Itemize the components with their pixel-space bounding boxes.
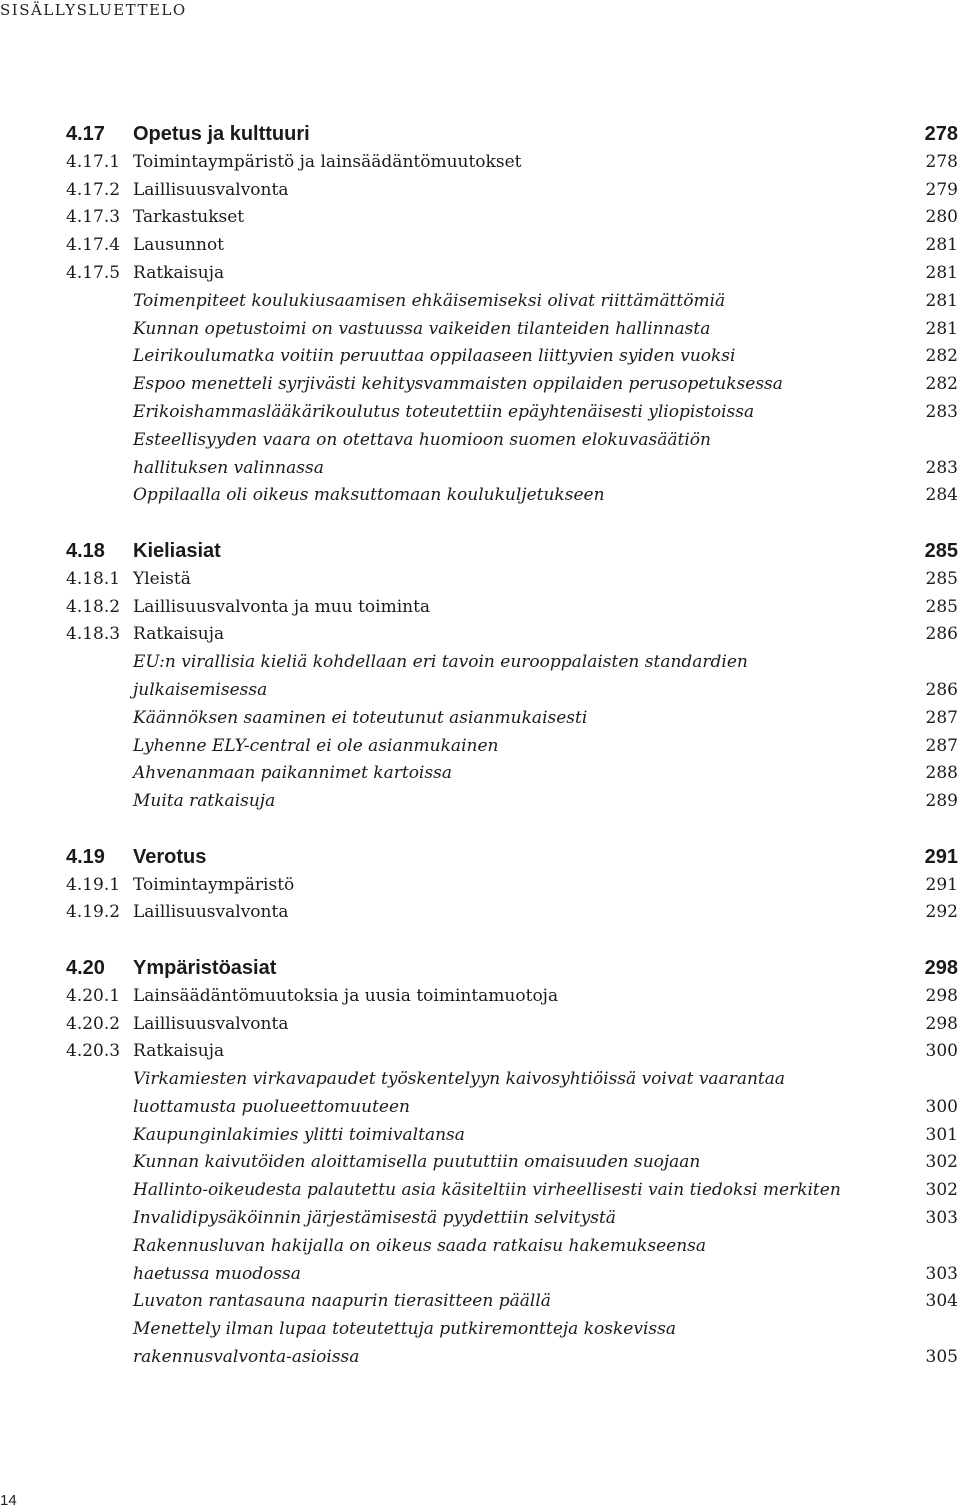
toc-entry-title: Tarkastukset xyxy=(133,207,245,228)
toc-entry-page: 288 xyxy=(925,763,958,784)
toc-entry-page: 287 xyxy=(925,707,958,728)
toc-entry-title: Luvaton rantasauna naapurin tierasitteen päällä xyxy=(133,1291,551,1312)
toc-subsection-entry[interactable] xyxy=(66,594,958,622)
toc-entry-number: 4.17.5 xyxy=(66,262,121,283)
toc-entry-number: 4.20.2 xyxy=(66,1013,121,1034)
toc-entry-title: Espoo menetteli syrjivästi kehitysvammaisten oppilaiden perusopetuksessa xyxy=(133,374,783,395)
toc-entry-page: 281 xyxy=(925,235,958,256)
toc-subsection-entry[interactable] xyxy=(66,149,958,177)
toc-decision-entry[interactable] xyxy=(66,1233,958,1261)
toc-section-page: 278 xyxy=(924,123,958,145)
toc-entry-title: Ahvenanmaan paikannimet kartoissa xyxy=(133,763,452,784)
toc-entry-title: Laillisuusvalvonta xyxy=(133,1013,289,1034)
toc-entry-page: 282 xyxy=(925,346,958,367)
toc-section xyxy=(66,844,958,927)
toc-decision-entry[interactable] xyxy=(66,1149,958,1177)
toc-decision-entry[interactable] xyxy=(66,760,958,788)
toc-subsection-entry[interactable] xyxy=(66,872,958,900)
toc-decision-entry[interactable] xyxy=(66,1288,958,1316)
toc-entry-page: 300 xyxy=(925,1041,958,1062)
toc-entry-title: Ratkaisuja xyxy=(133,624,225,645)
toc-entry-number: 4.17.1 xyxy=(66,151,121,172)
toc-subsection-entry[interactable] xyxy=(66,177,958,205)
toc-section-title: Kieliasiat xyxy=(133,539,221,562)
toc-section-page: 298 xyxy=(924,956,958,979)
toc-entry-title: Ratkaisuja xyxy=(133,262,225,283)
toc-entry-title: EU:n virallisia kieliä kohdellaan eri tavoin eurooppalaisten standardien xyxy=(133,652,748,673)
toc-entry-title: luottamusta puolueettomuuteen xyxy=(133,1096,410,1117)
toc-entry-number: 4.18.3 xyxy=(66,624,121,645)
toc-entry-title: Invalidipysäköinnin järjestämisestä pyydettiin selvitystä xyxy=(133,1208,616,1229)
toc-entry-title: Toimintaympäristö ja lainsäädäntömuutokset xyxy=(133,151,522,172)
toc-entry-number: 4.20.1 xyxy=(66,985,121,1006)
toc-entry-page: 305 xyxy=(925,1347,958,1368)
table-of-contents xyxy=(66,121,958,1372)
toc-entry-page: 282 xyxy=(925,374,958,395)
toc-subsection-entry[interactable] xyxy=(66,204,958,232)
toc-decision-entry[interactable] xyxy=(66,343,958,371)
toc-section-number: 4.18 xyxy=(66,539,105,562)
toc-entry-page: 298 xyxy=(925,1013,958,1034)
toc-subsection-entry[interactable] xyxy=(66,899,958,927)
toc-entry-number: 4.19.2 xyxy=(66,902,121,923)
toc-entry-title: Käännöksen saaminen ei toteutunut asianmukaisesti xyxy=(133,707,588,728)
toc-entry-title: Virkamiesten virkavapaudet työskentelyyn kaivosyhtiöissä voivat vaarantaa xyxy=(133,1069,786,1090)
toc-decision-entry[interactable] xyxy=(66,1122,958,1150)
toc-entry-page: 281 xyxy=(925,318,958,339)
toc-entry-page: 304 xyxy=(925,1291,958,1312)
toc-entry-title: Hallinto-oikeudesta palautettu asia käsiteltiin virheellisesti vain tiedoksi merkiten xyxy=(133,1180,841,1201)
toc-entry-page: 302 xyxy=(925,1152,958,1173)
toc-entry-page: 292 xyxy=(925,902,958,923)
toc-entry-page: 278 xyxy=(925,151,958,172)
toc-section xyxy=(66,121,958,510)
toc-section-number: 4.17 xyxy=(66,123,105,145)
toc-section-heading[interactable] xyxy=(66,121,958,149)
toc-entry-title: Esteellisyyden vaara on otettava huomioon suomen elokuvasäätiön xyxy=(133,429,711,450)
toc-section-heading[interactable] xyxy=(66,538,958,566)
toc-decision-entry[interactable] xyxy=(66,482,958,510)
toc-decision-entry[interactable] xyxy=(66,705,958,733)
toc-entry-number: 4.17.4 xyxy=(66,235,121,256)
toc-entry-page: 303 xyxy=(925,1263,958,1284)
toc-entry-title: julkaisemisessa xyxy=(133,679,268,700)
toc-decision-entry[interactable] xyxy=(66,455,958,483)
toc-entry-page: 303 xyxy=(925,1208,958,1229)
toc-entry-title: Kunnan opetustoimi on vastuussa vaikeiden tilanteiden hallinnasta xyxy=(133,318,711,339)
toc-section-title: Opetus ja kulttuuri xyxy=(133,123,310,145)
toc-entry-page: 281 xyxy=(925,290,958,311)
toc-decision-entry[interactable] xyxy=(66,1094,958,1122)
toc-entry-title: Ratkaisuja xyxy=(133,1041,225,1062)
toc-decision-entry[interactable] xyxy=(66,788,958,816)
toc-decision-entry[interactable] xyxy=(66,1344,958,1372)
toc-entry-title: Laillisuusvalvonta xyxy=(133,902,289,923)
toc-entry-title: haetussa muodossa xyxy=(133,1263,301,1284)
toc-section xyxy=(66,538,958,816)
toc-entry-title: Oppilaalla oli oikeus maksuttomaan koulukuljetukseen xyxy=(133,485,605,506)
toc-entry-title: Lainsäädäntömuutoksia ja uusia toimintamuotoja xyxy=(133,985,559,1006)
toc-decision-entry[interactable] xyxy=(66,316,958,344)
toc-entry-title: Toimintaympäristö xyxy=(133,874,295,895)
toc-entry-page: 279 xyxy=(925,179,958,200)
toc-decision-entry[interactable] xyxy=(66,288,958,316)
toc-decision-entry[interactable] xyxy=(66,1177,958,1205)
toc-entry-title: Menettely ilman lupaa toteutettuja putkiremontteja koskevissa xyxy=(133,1319,676,1340)
toc-decision-entry[interactable] xyxy=(66,1261,958,1289)
running-header: SISÄLLYSLUETTELO xyxy=(0,1,187,19)
toc-section-title: Ympäristöasiat xyxy=(133,956,277,979)
toc-section xyxy=(66,955,958,1372)
toc-entry-page: 287 xyxy=(925,735,958,756)
toc-section-number: 4.20 xyxy=(66,956,105,979)
toc-entry-page: 281 xyxy=(925,262,958,283)
toc-entry-number: 4.18.1 xyxy=(66,568,121,589)
toc-entry-page: 280 xyxy=(925,207,958,228)
toc-entry-page: 300 xyxy=(925,1096,958,1117)
toc-subsection-entry[interactable] xyxy=(66,621,958,649)
toc-entry-page: 301 xyxy=(925,1124,958,1145)
toc-entry-title: Kaupunginlakimies ylitti toimivaltansa xyxy=(133,1124,465,1145)
toc-entry-title: Muita ratkaisuja xyxy=(133,791,276,812)
toc-entry-title: Lausunnot xyxy=(133,235,225,256)
toc-subsection-entry[interactable] xyxy=(66,983,958,1011)
toc-entry-title: rakennusvalvonta-asioissa xyxy=(133,1347,360,1368)
toc-entry-page: 289 xyxy=(925,791,958,812)
toc-subsection-entry[interactable] xyxy=(66,1038,958,1066)
toc-entry-number: 4.17.2 xyxy=(66,179,121,200)
toc-entry-page: 283 xyxy=(925,401,958,422)
toc-entry-page: 286 xyxy=(925,624,958,645)
toc-entry-title: Kunnan kaivutöiden aloittamisella puututtiin omaisuuden suojaan xyxy=(133,1152,701,1173)
toc-decision-entry[interactable] xyxy=(66,733,958,761)
toc-entry-number: 4.17.3 xyxy=(66,207,121,228)
toc-entry-page: 284 xyxy=(925,485,958,506)
toc-entry-title: Lyhenne ELY-central ei ole asianmukainen xyxy=(133,735,499,756)
toc-section-title: Verotus xyxy=(133,845,207,868)
toc-decision-entry[interactable] xyxy=(66,649,958,677)
toc-section-heading[interactable] xyxy=(66,844,958,872)
toc-entry-number: 4.19.1 xyxy=(66,874,121,895)
toc-entry-page: 283 xyxy=(925,457,958,478)
toc-subsection-entry[interactable] xyxy=(66,566,958,594)
toc-entry-page: 285 xyxy=(925,568,958,589)
toc-entry-title: Laillisuusvalvonta ja muu toiminta xyxy=(133,596,431,617)
toc-decision-entry[interactable] xyxy=(66,427,958,455)
toc-decision-entry[interactable] xyxy=(66,677,958,705)
toc-entry-number: 4.18.2 xyxy=(66,596,121,617)
toc-decision-entry[interactable] xyxy=(66,399,958,427)
toc-entry-title: Toimenpiteet koulukiusaamisen ehkäisemiseksi olivat riittämättömiä xyxy=(133,290,726,311)
toc-subsection-entry[interactable] xyxy=(66,1011,958,1039)
toc-subsection-entry[interactable] xyxy=(66,232,958,260)
toc-decision-entry[interactable] xyxy=(66,1316,958,1344)
toc-entry-title: hallituksen valinnassa xyxy=(133,457,324,478)
toc-entry-title: Laillisuusvalvonta xyxy=(133,179,289,200)
toc-decision-entry[interactable] xyxy=(66,1066,958,1094)
toc-entry-number: 4.20.3 xyxy=(66,1041,121,1062)
toc-section-number: 4.19 xyxy=(66,845,105,868)
toc-entry-title: Erikoishammaslääkärikoulutus toteutettiin epäyhtenäisesti yliopistoissa xyxy=(133,401,755,422)
toc-entry-page: 302 xyxy=(925,1180,958,1201)
toc-decision-entry[interactable] xyxy=(66,371,958,399)
toc-entry-page: 298 xyxy=(925,985,958,1006)
toc-entry-page: 291 xyxy=(925,874,958,895)
toc-entry-title: Leirikoulumatka voitiin peruuttaa oppilaaseen liittyvien syiden vuoksi xyxy=(133,346,736,367)
toc-subsection-entry[interactable] xyxy=(66,260,958,288)
toc-section-heading[interactable] xyxy=(66,955,958,983)
toc-section-page: 285 xyxy=(924,539,958,562)
toc-entry-page: 285 xyxy=(925,596,958,617)
page-number: 14 xyxy=(0,1492,17,1509)
toc-entry-page: 286 xyxy=(925,679,958,700)
toc-section-page: 291 xyxy=(924,845,958,868)
toc-entry-title: Rakennusluvan hakijalla on oikeus saada ratkaisu hakemukseensa xyxy=(133,1235,707,1256)
toc-entry-title: Yleistä xyxy=(133,568,191,589)
toc-decision-entry[interactable] xyxy=(66,1205,958,1233)
